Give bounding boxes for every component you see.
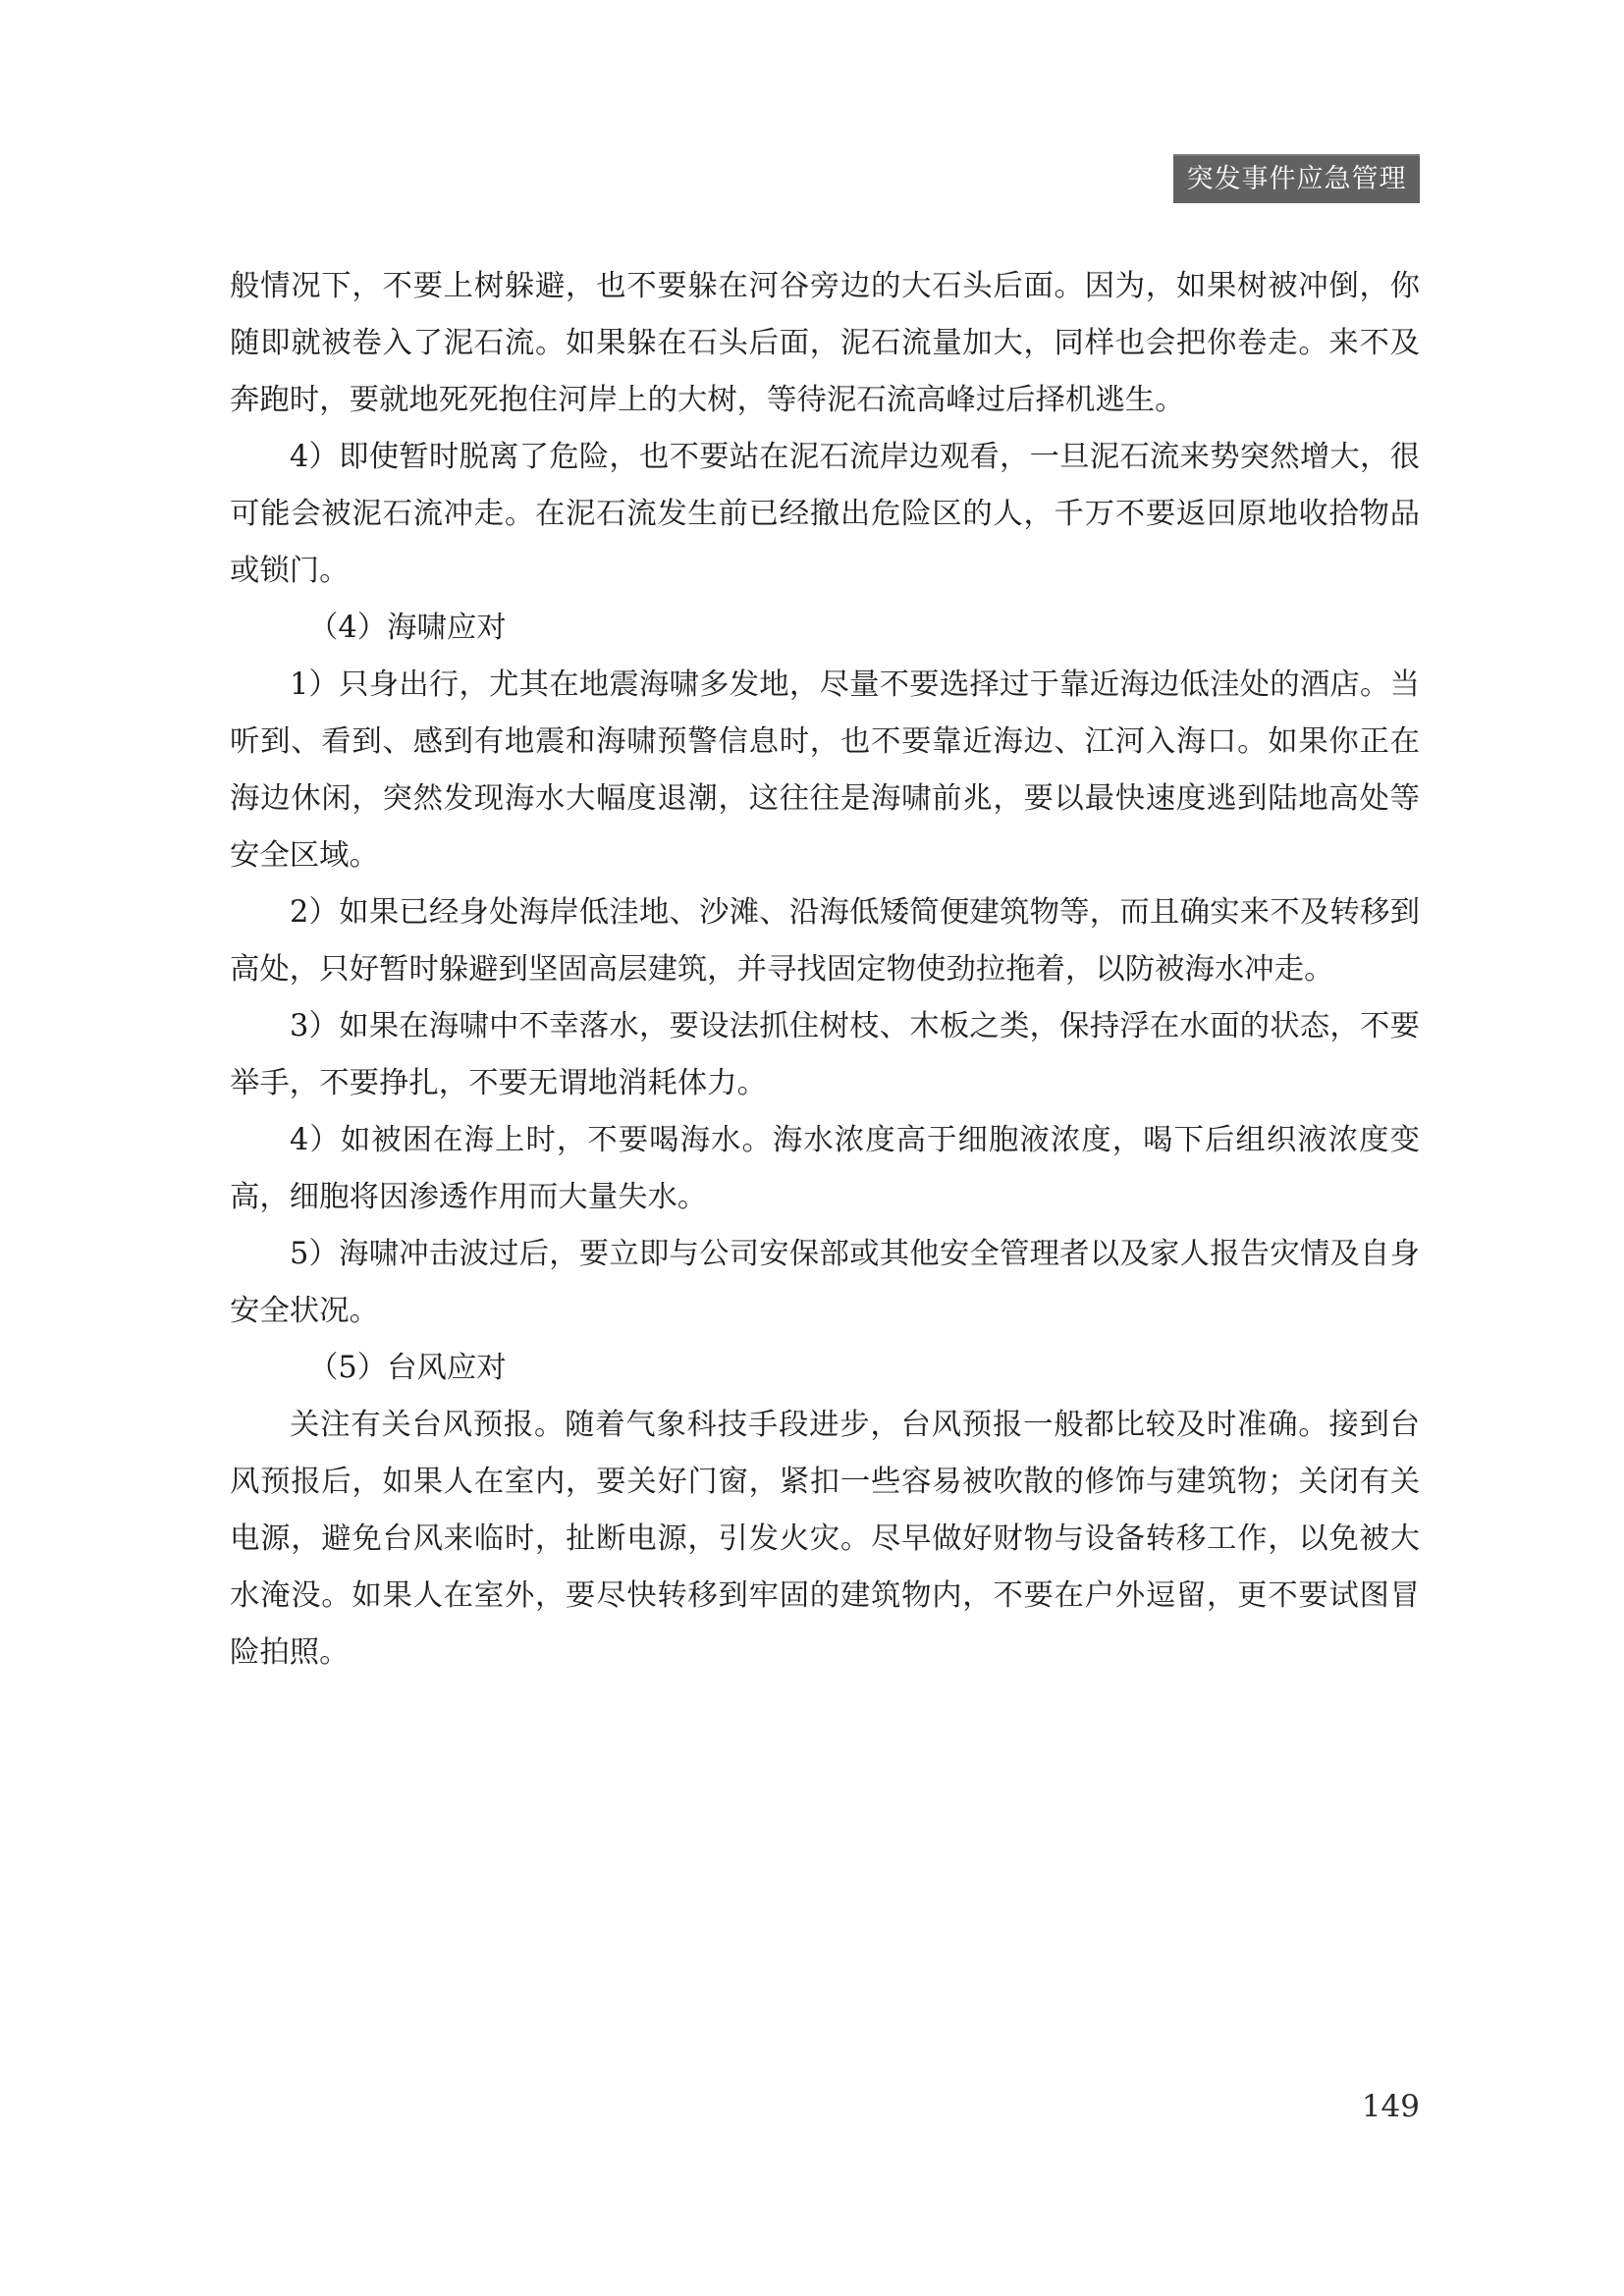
paragraph-tsunami-1: 1）只身出行，尤其在地震海啸多发地，尽量不要选择过于靠近海边低洼处的酒店。当听到、看到、感到有地震和海啸预警信息时，也不要靠近海边、江河入海口。如果你正在海边休闲，突然发现海水大幅度退潮，这往往是海啸前兆，要以最快速度逃到陆地高处等安全区域。 bbox=[230, 667, 1420, 873]
page-number: 149 bbox=[1361, 2089, 1420, 2124]
paragraph-tsunami-4: 4）如被困在海上时，不要喝海水。海水浓度高于细胞液浓度，喝下后组织液浓度变高，细胞将因渗透作用而大量失水。 bbox=[230, 1123, 1420, 1214]
paragraph-tsunami-2: 2）如果已经身处海岸低洼地、沙滩、沿海低矮简便建筑物等，而且确实来不及转移到高处，只好暂时躲避到坚固高层建筑，并寻找固定物使劲拉拖着，以防被海水冲走。 bbox=[230, 895, 1420, 987]
paragraph-tsunami-3: 3）如果在海啸中不幸落水，要设法抓住树枝、木板之类，保持浮在水面的状态，不要举手，不要挣扎，不要无谓地消耗体力。 bbox=[230, 1009, 1420, 1100]
paragraph-tsunami-5: 5）海啸冲击波过后，要立即与公司安保部或其他安全管理者以及家人报告灾情及自身安全状况。 bbox=[230, 1237, 1420, 1328]
paragraph-continuation: 般情况下，不要上树躲避，也不要躲在河谷旁边的大石头后面。因为，如果树被冲倒，你随即就被卷入了泥石流。如果躲在石头后面，泥石流量加大，同样也会把你卷走。来不及奔跑时，要就地死死抱住河岸上的大树，等待泥石流高峰过后择机逃生。 bbox=[230, 269, 1420, 417]
body-text bbox=[230, 258, 1420, 1682]
section-heading-tsunami: （4）海啸应对 bbox=[308, 611, 507, 645]
running-header: 突发事件应急管理 bbox=[1173, 156, 1420, 203]
paragraph-mudslide-4: 4）即使暂时脱离了危险，也不要站在泥石流岸边观看，一旦泥石流来势突然增大，很可能会被泥石流冲走。在泥石流发生前已经撤出危险区的人，千万不要返回原地收拾物品或锁门。 bbox=[230, 440, 1420, 588]
paragraph-typhoon: 关注有关台风预报。随着气象科技手段进步，台风预报一般都比较及时准确。接到台风预报后，如果人在室内，要关好门窗，紧扣一些容易被吹散的修饰与建筑物；关闭有关电源，避免台风来临时，扯断电源，引发火灾。尽早做好财物与设备转移工作，以免被大水淹没。如果人在室外，要尽快转移到牢固的建筑物内，不要在户外逗留，更不要试图冒险拍照。 bbox=[230, 1408, 1420, 1670]
section-heading-typhoon: （5）台风应对 bbox=[308, 1351, 507, 1385]
